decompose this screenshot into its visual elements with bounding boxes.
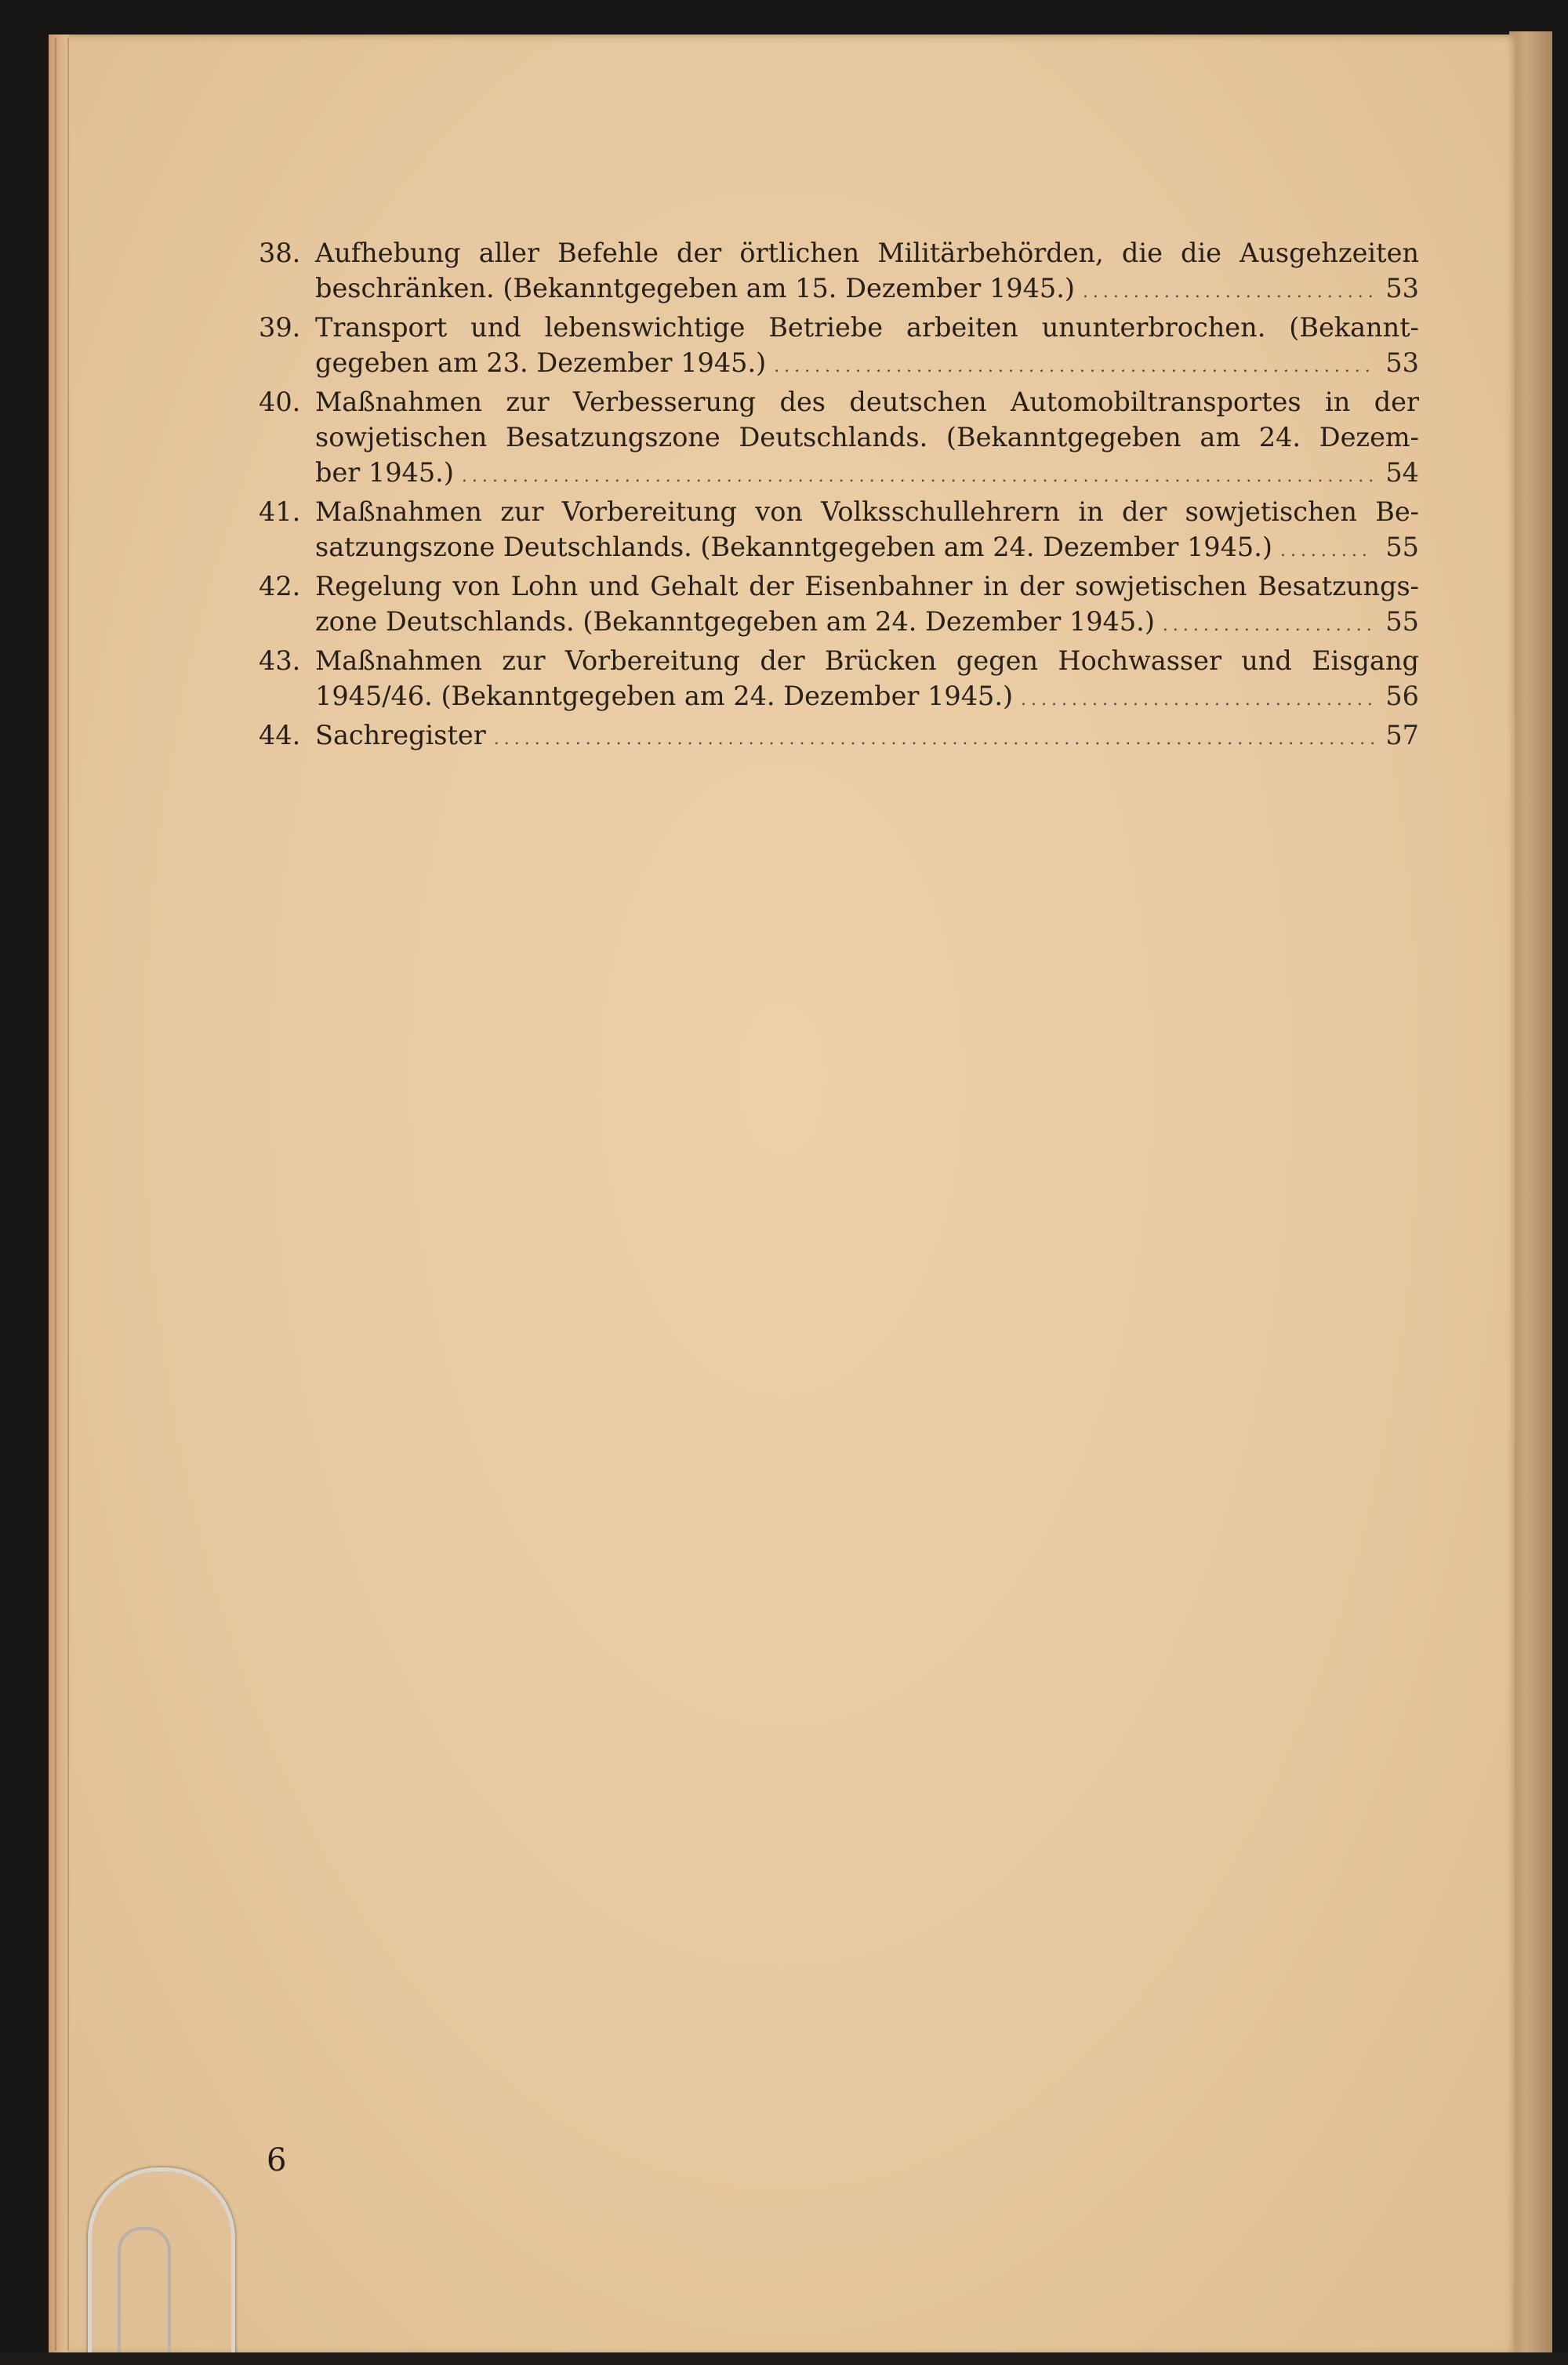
page-number: 53 [1385, 347, 1419, 378]
page-number: 55 [1385, 532, 1419, 562]
toc-entry [259, 717, 1419, 757]
scan-border [0, 2352, 1568, 2365]
toc-entry [259, 643, 1419, 717]
page-stack-edge [55, 38, 69, 2351]
table-of-contents [259, 235, 1419, 757]
toc-entry [259, 235, 1419, 310]
toc-entry [259, 384, 1419, 494]
entry-last-line [315, 345, 1419, 384]
paper-clip-inner-loop [118, 2227, 171, 2365]
entry-last-line [315, 604, 1419, 643]
dot-leader [462, 459, 1374, 494]
dot-leader [774, 349, 1374, 384]
entry-text-line: Transport und lebenswichtige Betriebe arbeiten ununterbrochen. (Bekannt- [315, 312, 1419, 343]
entry-text-line: Regelung von Lohn und Gehalt der Eisenbahner in der sowjetischen Besatzungs- [315, 571, 1419, 601]
entry-last-line [315, 717, 1419, 757]
entry-number: 43. [259, 645, 301, 676]
entry-last-line [315, 455, 1419, 494]
entry-number: 41. [259, 496, 301, 527]
page-number: 53 [1385, 273, 1419, 303]
entry-text-line: sowjetischen Besatzungszone Deutschlands. (Bekanntgegeben am 24. Dezem- [315, 422, 1419, 452]
dot-leader [1021, 682, 1374, 717]
toc-entry [259, 494, 1419, 569]
entry-last-line [315, 529, 1419, 569]
toc-entry [259, 310, 1419, 384]
entry-text-line: Maßnahmen zur Verbesserung des deutschen Automobiltransportes in der [315, 387, 1419, 417]
entry-text-line: Aufhebung aller Befehle der örtlichen Militärbehörden, die die Ausgehzeiten [315, 238, 1419, 268]
dot-leader [1083, 274, 1374, 310]
entry-text: beschränken. (Bekanntgegeben am 15. Dezember 1945.) [315, 273, 1075, 303]
entry-text-line: Maßnahmen zur Vorbereitung von Volksschullehrern in der sowjetischen Be- [315, 496, 1419, 527]
entry-number: 39. [259, 312, 301, 343]
entry-number: 42. [259, 571, 301, 601]
page-number: 56 [1385, 681, 1419, 711]
page-edge [1509, 31, 1552, 2354]
entry-text-line: Maßnahmen zur Vorbereitung der Brücken gegen Hochwasser und Eisgang [315, 645, 1419, 676]
entry-text: satzungszone Deutschlands. (Bekanntgegeben am 24. Dezember 1945.) [315, 532, 1272, 562]
dot-leader [1163, 608, 1374, 643]
entry-last-line [315, 271, 1419, 310]
entry-text: gegeben am 23. Dezember 1945.) [315, 347, 767, 378]
dot-leader [494, 721, 1374, 757]
entry-number: 38. [259, 238, 301, 268]
entry-number: 40. [259, 387, 301, 417]
dot-leader [1280, 533, 1374, 569]
page-number: 57 [1385, 720, 1419, 750]
toc-entry [259, 569, 1419, 643]
entry-text: ber 1945.) [315, 457, 454, 488]
entry-text: Sachregister [315, 720, 486, 750]
entry-text: 1945/46. (Bekanntgegeben am 24. Dezember 1945.) [315, 681, 1014, 711]
entry-text: zone Deutschlands. (Bekanntgegeben am 24. Dezember 1945.) [315, 606, 1155, 637]
page-number: 54 [1385, 457, 1419, 488]
folio-page-number: 6 [267, 2142, 287, 2178]
entry-last-line [315, 678, 1419, 717]
page-number: 55 [1385, 606, 1419, 637]
entry-number: 44. [259, 720, 301, 750]
